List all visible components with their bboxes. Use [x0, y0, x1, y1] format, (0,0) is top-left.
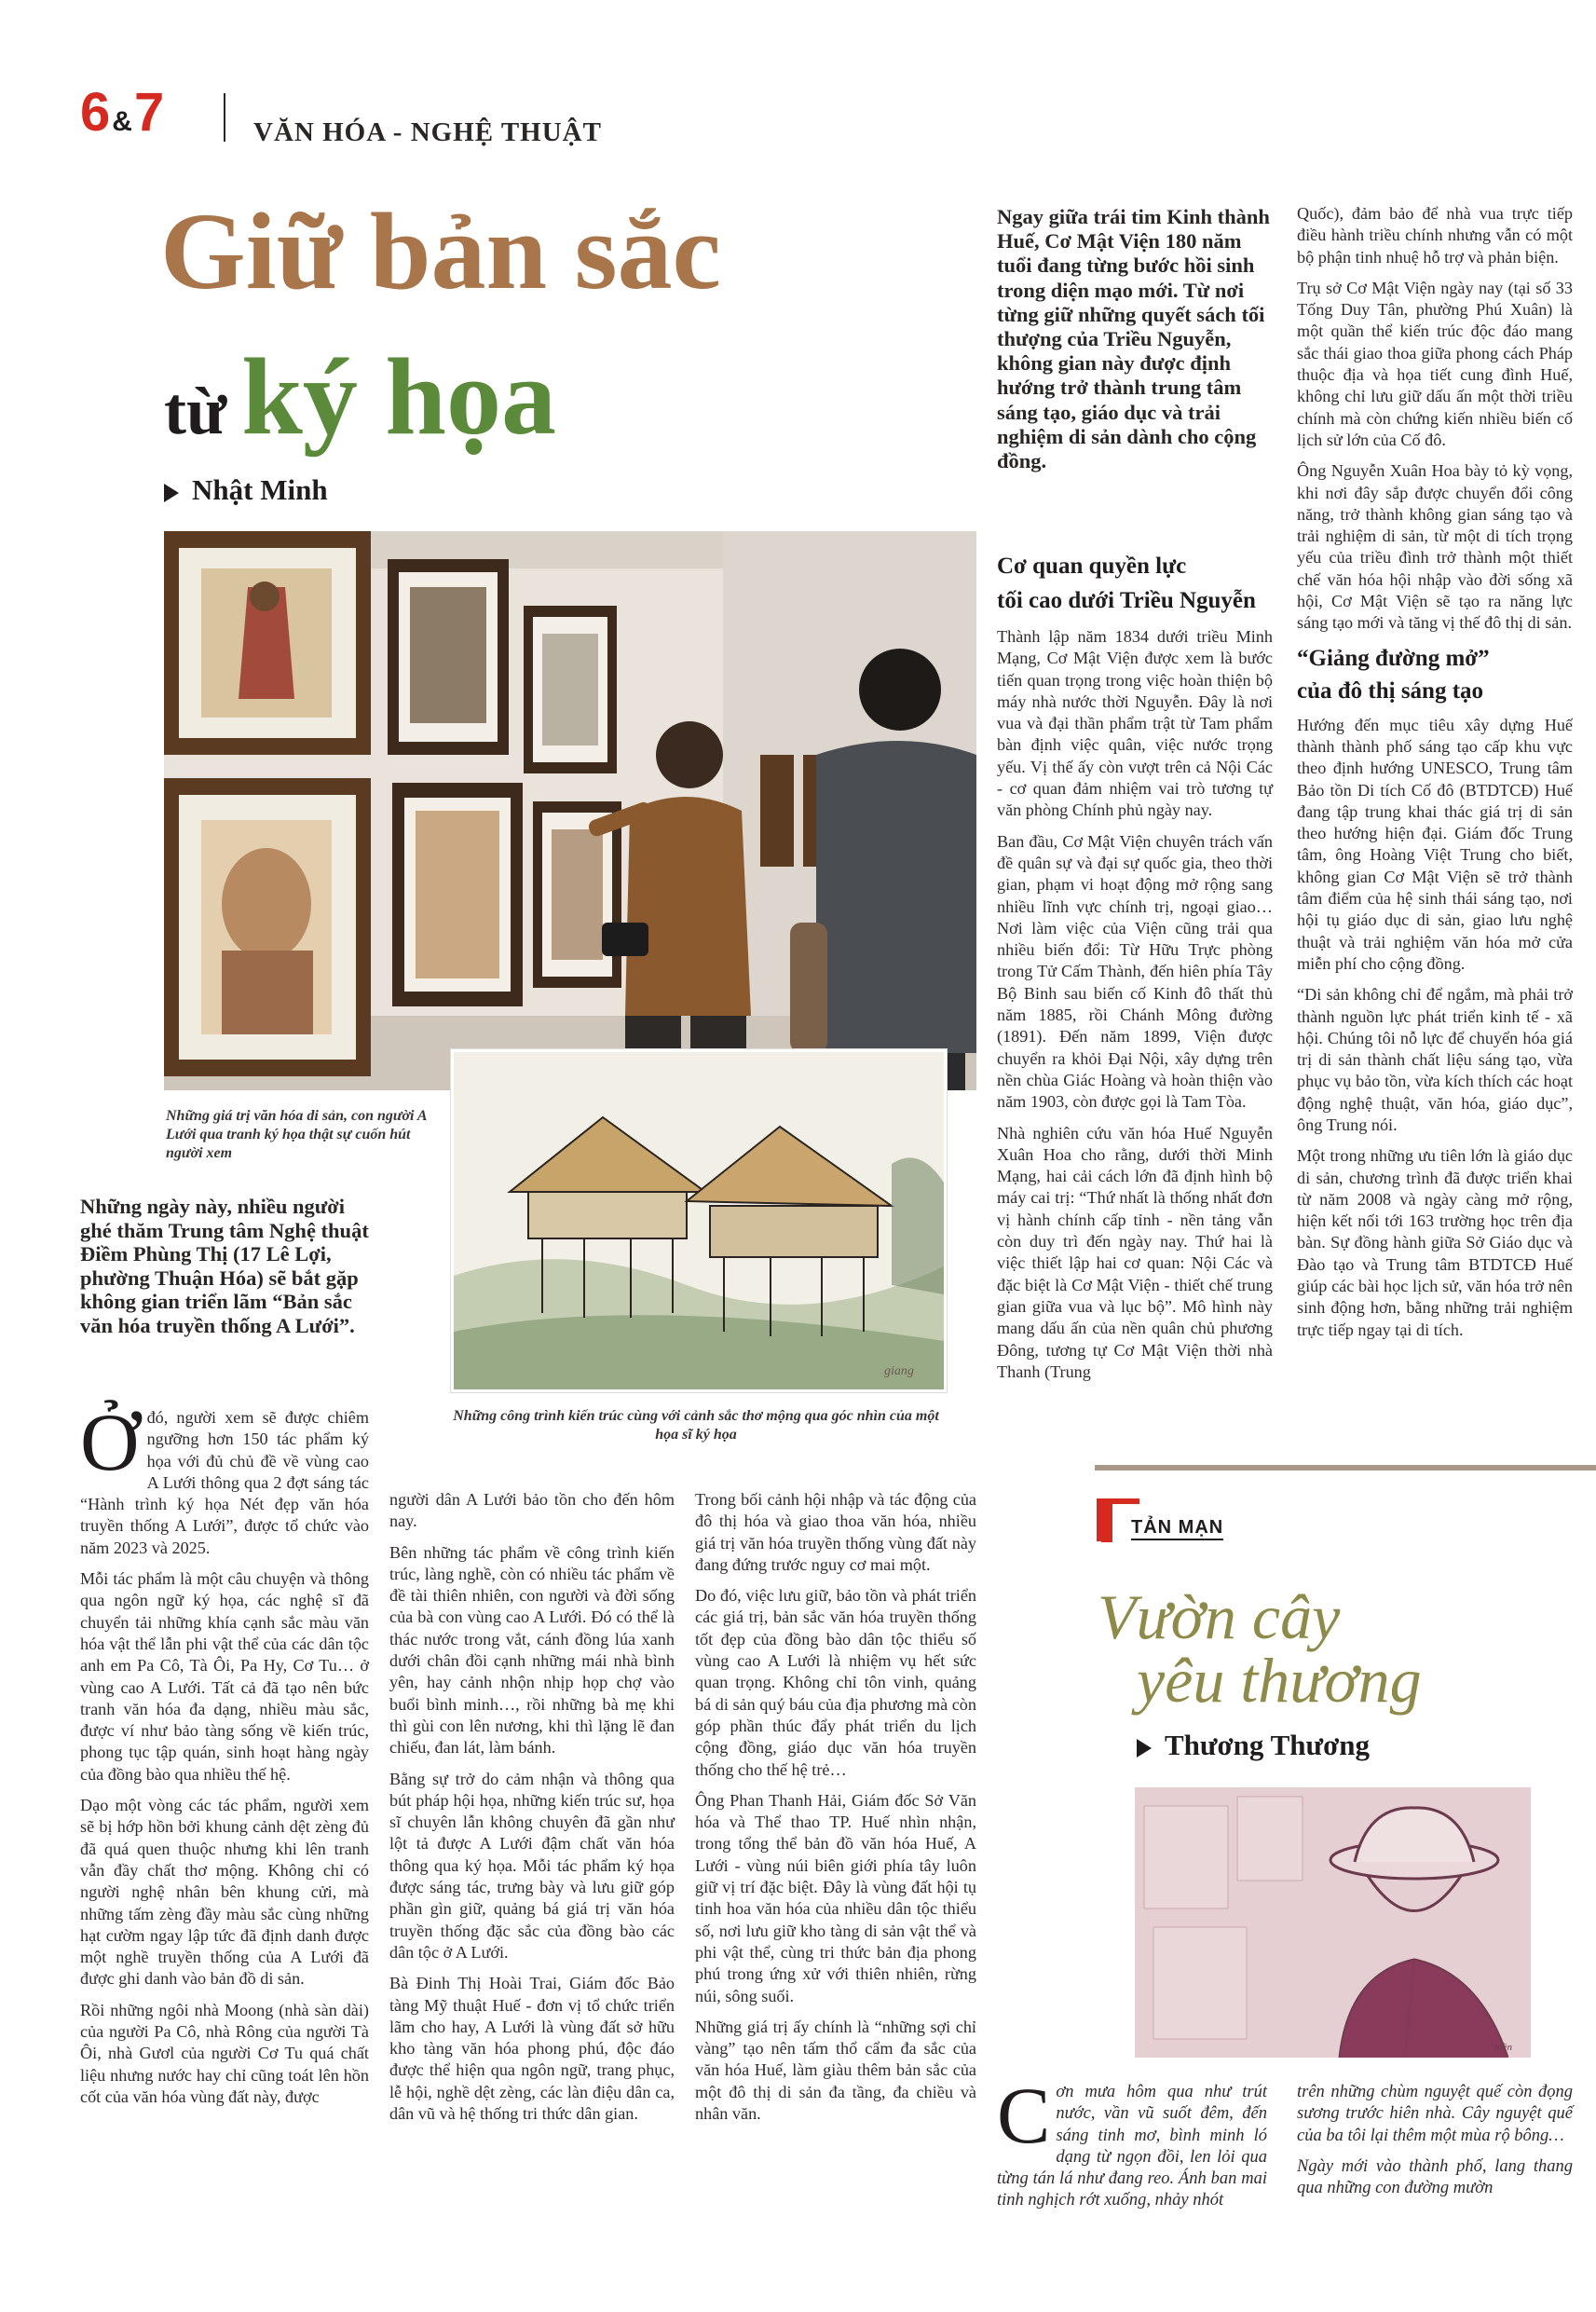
article3-byline	[1137, 1729, 1370, 1762]
article3-title-line1: Vườn cây	[1098, 1581, 1341, 1652]
a2-c1-p1: Thành lập năm 1834 dưới triều Minh Mạng, Cơ Mật Viện được xem là bước tiến quan trọng trong việc hoàn thiện bộ máy nhà nước thời Nguyễn. Đây là nơi vua và đại thần phẩm trật từ Tam phẩm bàn định việc quân, việc nước trọng yếu. Vị thế ấy còn vượt trên cả Nội Các - cơ quan đảm nhiệm vai trò tương tự văn phòng Chính phủ ngày nay.	[997, 627, 1273, 820]
stilt-house-sketch	[454, 1052, 944, 1389]
framed-painting	[164, 531, 371, 755]
subhead1-line2: tối cao dưới Triều Nguyễn	[997, 588, 1256, 613]
page-number	[80, 82, 165, 149]
article1-col3	[695, 1489, 976, 2134]
author-name: Nhật Minh	[192, 473, 328, 506]
article-title-line1: Giữ bản sắc	[160, 190, 721, 312]
portrait-sketch	[1135, 1787, 1531, 2058]
article-title-line2	[164, 334, 556, 460]
page-number-b: 7	[133, 82, 165, 143]
a2-c2-p2: Trụ sở Cơ Mật Viện ngày nay (tại số 33 Tống Duy Tân, phường Phú Xuân) là một quần thể kiến trúc độc đáo mang sắc thái giao thoa giữa phong cách Pháp thuộc địa và họa tiết cung đình Huế, không chỉ lưu giữ dấu ấn một thời triều chính mà còn chứng kiến nhiều biến cố lịch sử lớn của Cố đô.	[1297, 278, 1573, 449]
sketch-signature: giang	[884, 1364, 914, 1378]
page-number-a: 6	[80, 82, 111, 143]
man-with-hat-sketch	[1135, 1787, 1531, 2058]
col3-p4: Những giá trị ấy chính là “những sợi chỉ vàng” tạo nên tấm thổ cẩm đa sắc của văn hóa Huế, làm giàu thêm bản sắc của một đô thị di sản đa tầng, đa chiều và nhân văn.	[695, 2017, 976, 2124]
col1-p4: Rồi những ngôi nhà Moong (nhà sàn dài) của người Pa Cô, nhà Rông của người Tà Ôi, nhà Gươl của người Cơ Tu quá chất liệu nhưng nước hay chỉ cũng toát lên hồn cốt của văn hóa vùng đất này, được	[80, 2000, 369, 2106]
subhead2-line1: “Giảng đường mở”	[1297, 645, 1490, 671]
gallery-photo	[164, 531, 976, 1090]
col3-p2: Do đó, việc lưu giữ, bảo tồn và phát triển các giá trị, bản sắc văn hóa truyền thống tốt đẹp của đồng bào dân tộc thiểu số vùng cao A Lưới là nhiệm vụ hết sức quan trọng. Không chỉ tôn vinh, quảng bá di sản quý báu của địa phương mà còn góp phần thúc đẩy phát triển du lịch cộng đồng, giáo dục văn hóa truyền thống cho thế hệ trẻ…	[695, 1586, 976, 1779]
article2-subhead1	[997, 552, 1276, 615]
header-divider	[224, 93, 225, 142]
col2-p2: Bên những tác phẩm về công trình kiến trúc, làng nghề, còn có nhiều tác phẩm về đề tài thiên nhiên, con người và đời sống của bà con vùng cao A Lưới. Đó có thể là thác nước trong vắt, cánh đồng lúa xanh dưới chân đồi cạnh những mái nhà bình yên, hay cảnh nhộn nhịp họp chợ vào buổi bình minh…, rồi những bà mẹ khi thì gùi con lên nương, khi thì lặng lẽ đan chiếu, đan lát, làm bánh.	[389, 1542, 675, 1758]
article3-col2-p2: Ngày mới vào thành phố, lang thang qua những con đường mườn	[1297, 2156, 1573, 2198]
a2-c2-p1: Quốc), đảm bảo để nhà vua trực tiếp điều hành triều chính nhưng vẫn có một bộ phận tinh nhuệ hỗ trợ và phản biện.	[1297, 204, 1573, 267]
article-title-green: ký họa	[241, 335, 556, 458]
subhead1-line1: Cơ quan quyền lực	[997, 554, 1187, 579]
article1-lead: Những ngày này, nhiều người ghé thăm Trung tâm Nghệ thuật Điềm Phùng Thị (17 Lê Lợi, phường Thuận Hóa) sẽ bắt gặp không gian triển lãm “Bản sắc văn hóa truyền thống A Lưới”.	[80, 1195, 369, 1337]
page-number-amp: &	[112, 106, 132, 137]
subhead2-line2: của đô thị sáng tạo	[1297, 677, 1484, 704]
byline	[164, 473, 328, 507]
article3-author: Thương Thương	[1165, 1729, 1371, 1761]
article3-col2	[1297, 2082, 1573, 2199]
article3-dropcap: C	[997, 2071, 1051, 2160]
dropcap: Ở	[80, 1398, 140, 1488]
article2-col1	[997, 626, 1273, 1392]
col1-p3: Dạo một vòng các tác phẩm, người xem sẽ bị hớp hồn bởi khung cảnh dệt zèng đủ đã quá quen thuộc nhưng khi lên tranh vẫn đầy chất thơ mộng. Không chỉ có người nghệ nhân bên khung cửi, mà những tấm zèng đầy màu sắc cùng những hạt cườm ngay lập tức đã định danh được một nghề truyền thống của A Lưới đã được ghi danh vào bản đồ di sản.	[80, 1796, 369, 1989]
a2-c1-p2: Ban đầu, Cơ Mật Viện chuyên trách vấn đề quân sự và đại sự quốc gia, theo thời gian, phạm vi hoạt động mở rộng sang nhiều lĩnh vực chính trị, ngoại giao… Nơi làm việc của Viện cũng trải qua nhiều biến đổi: Từ Hữu Trực phòng trong Tử Cấm Thành, đến hiên phía Tây Bộ Binh sau biến cố Kinh đô thất thủ năm 1885, rồi Chánh Mông đường (1891). Đến năm 1899, Viện được chuyển ra khỏi Đại Nội, xây dựng trên nền chùa Giác Hoàng và hoàn thiện vào năm 1903, còn được gọi là Tam Tòa.	[997, 831, 1273, 1112]
article3-col1-text: ơn mưa hôm qua như trút nước, vần vũ suốt đêm, đến sáng tinh mơ, bình minh ló dạng từ ngọn đồi, len lỏi qua từng tán lá như đang reo. Ánh ban mai tinh nghịch rớt xuống, nhảy nhót	[997, 2083, 1267, 2210]
a2-c1-p3: Nhà nghiên cứu văn hóa Huế Nguyễn Xuân Hoa cho rằng, dưới thời Minh Mạng, hai cải cách lớn đã định hình bộ máy cai trị: “Thứ nhất là thống nhất đơn vị hành chính cấp tỉnh - nền tảng vẫn còn duy trì đến ngày nay. Thứ hai là việc thiết lập hai cơ quan: Nội Các và đặc biệt là Cơ Mật Viện - thiết chế trung gian giữa vua và lục bộ”. Mô hình này mang dấu ấn của nền quân chủ phương Đông, tương tự Cơ Mật Viện thời nhà Thanh (Trung	[997, 1123, 1273, 1381]
article3-col1	[997, 2071, 1267, 2212]
play-triangle-icon	[164, 484, 179, 502]
play-triangle-icon	[1137, 1739, 1152, 1758]
col1-p1: đó, người xem sẽ được chiêm ngưỡng hơn 150 tác phẩm ký họa với đủ chủ đề về vùng cao A Lưới thông qua 2 đợt sáng tác “Hành trình ký họa Nét đẹp văn hóa truyền thống A Lưới”, được tổ chức vào năm 2023 và 2025.	[80, 1408, 369, 1557]
col3-p1: Trong bối cảnh hội nhập và tác động của đô thị hóa và giao thoa văn hóa, nhiều giá trị văn hóa truyền thống vùng đất này đang đứng trước nguy cơ mai một.	[695, 1490, 976, 1574]
col2-p4: Bà Đinh Thị Hoài Trai, Giám đốc Bảo tàng Mỹ thuật Huế - đơn vị tổ chức triển lãm cho hay, A Lưới là vùng đất sở hữu kho tàng văn hóa phong phú, độc đáo được thể hiện qua ngôn ngữ, trang phục, lễ hội, nghề dệt zèng, các làn điệu dân ca, dân vũ và hệ thống tri thức dân gian.	[389, 1974, 675, 2124]
gallery-illustration	[164, 531, 976, 1090]
article3-title-line2: yêu thương	[1137, 1645, 1422, 1716]
a2-c2-p4: Hướng đến mục tiêu xây dựng Huế thành thành phố sáng tạo cấp khu vực theo định hướng UNESCO, Trung tâm Bảo tồn Di tích Cố đô (BTDTCĐ) Huế đang tập trung khai thác giá trị di sản theo hướng hiện đại. Giám đốc Trung tâm, ông Hoàng Việt Trung cho biết, không gian Cơ Mật Viện sẽ trở thành tâm điểm của hệ sinh thái sáng tạo, nơi hội tụ giáo dục di sản, giao lưu nghệ thuật và trải nghiệm văn hóa mở cửa miễn phí cho cộng đồng.	[1297, 715, 1573, 973]
col3-p3: Ông Phan Thanh Hải, Giám đốc Sở Văn hóa và Thể thao TP. Huế nhìn nhận, trong tổng thể bản đồ văn hóa Huế, A Lưới - vùng núi biên giới phía tây luôn giữ vị trí đặc biệt. Đây là vùng đất hội tụ tinh hoa văn hóa của nhiều dân tộc thiểu số, nơi lưu giữ kho tàng di sản vật thể và phi vật thể, cùng tri thức bản địa phong phú trong ứng xử với thiên nhiên, rừng núi, sông suối.	[695, 1790, 976, 2005]
article2-subhead2	[1297, 644, 1573, 705]
article-title-from: từ	[164, 374, 227, 448]
a2-c2-p5: “Di sản không chỉ để ngắm, mà phải trở thành nguồn lực phát triển kinh tế - xã hội. Chúng tôi nỗ lực để chuyển hóa giá trị di sản thành chất liệu sáng tạo, vừa phục vụ bảo tồn, vừa kích thích các hoạt động nghệ thuật, văn hóa, giáo dục”, ông Trung nói.	[1297, 985, 1573, 1134]
a2-c2-p3: Ông Nguyễn Xuân Hoa bày tỏ kỳ vọng, khi nơi đây sắp được chuyển đổi công năng, trở thành không gian sáng tạo và trải nghiệm di sản, từ một di tích trọng yếu của triều đình trở thành một thiết chế văn hóa hội nhập vào đời sống xã hội, Cơ Mật Viện sẽ tạo ra năng lực sáng tạo mới và tăng vị thế đô thị di sản.	[1297, 461, 1573, 633]
article1-col2	[389, 1489, 675, 2134]
section-title: VĂN HÓA - NGHỆ THUẬT	[253, 117, 602, 147]
article2-col2	[1297, 203, 1573, 1350]
photo1-caption: Những giá trị văn hóa di sản, con người A Lưới qua tranh ký họa thật sự cuốn hút người xem	[166, 1108, 427, 1161]
tanman-bar	[1101, 1503, 1112, 1542]
portrait-signature: hiền	[1494, 2042, 1512, 2053]
article3-col2-p1: trên những chùm nguyệt quế còn đọng sương trước hiên nhà. Cây nguyệt quế của ba tôi lại thêm một mùa rộ bông…	[1297, 2083, 1573, 2145]
col2-p1: người dân A Lưới bảo tồn cho đến hôm nay.	[389, 1490, 675, 1531]
sketch-photo	[451, 1049, 947, 1392]
a2-c2-p6: Một trong những ưu tiên lớn là giáo dục di sản, chương trình đã được triển khai từ năm 2008 và ngày càng mở rộng, hiện kết nối tới 163 trường học trên địa bàn. Sự đồng hành giữa Sở Giáo dục và Đào tạo và Trung tâm BTDTCĐ Huế giúp các bài học lịch sử, văn hóa trở nên sinh động hơn, bằng những trải nghiệm trực tiếp ngay tại di tích.	[1297, 1146, 1573, 1339]
framed-portrait	[164, 778, 371, 1076]
article2-lead: Ngay giữa trái tim Kinh thành Huế, Cơ Mật Viện 180 năm tuổi đang từng bước hồi sinh trong diện mạo mới. Từ nơi từng giữ những quyết sách tối thượng của Triều Nguyễn, không gian này được định hướng trở thành trung tâm sáng tạo, giáo dục và trải nghiệm di sản dành cho cộng đồng.	[997, 205, 1270, 473]
col2-p3: Bằng sự trở do cảm nhận và thông qua bút pháp hội họa, những kiến trúc sư, họa sĩ chuyên lẫn không chuyên đã gần như lột tả được A Lưới đậm chất văn hóa thông qua ký họa. Mỗi tác phẩm ký họa được sáng tác, trưng bày và lưu giữ góp phần gìn giữ, quảng bá giá trị văn hóa truyền thống đặc sắc của đồng bào các dân tộc ở A Lưới.	[389, 1769, 675, 1962]
col1-p2: Mỗi tác phẩm là một câu chuyện và thông qua ngôn ngữ ký họa, các nghệ sĩ đã chuyển tải những khía cạnh sắc màu văn hóa vật thể lẫn phi vật thể của các dân tộc anh em Pa Cô, Tà Ôi, Pa Hy, Cơ Tu… ở vùng cao A Lưới. Tất cả đã tạo nên bức tranh văn hóa đa dạng, nhiều màu sắc, được ví như bảo tàng sống về kiến trúc, phong tục tập quán, sinh hoạt hàng ngày của đồng bào qua nhiều thế hệ.	[80, 1569, 369, 1784]
tanman-label: TẢN MẠN	[1131, 1517, 1223, 1540]
photo2-caption: Những công trình kiến trúc cùng với cảnh sắc thơ mộng qua góc nhìn của một họa sĩ ký họa	[453, 1408, 939, 1443]
article1-col1	[80, 1398, 369, 2117]
section-rule	[1095, 1465, 1596, 1471]
